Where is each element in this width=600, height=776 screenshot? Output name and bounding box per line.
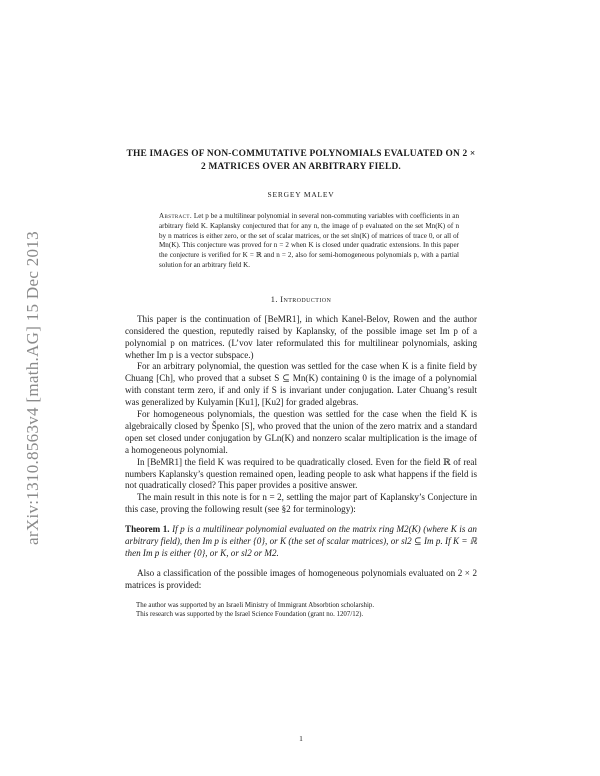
intro-paragraph: For an arbitrary polynomial, the question was settled for the case when K is a finite field by Chuang [Ch], who proved that a subset S ⊆ Mn(K) containing 0 is the image of a polynomial with constant term zero, if and only if S is invariant under conjugation. Later Chuang’s result was generalized by Kulyamin [Ku1], [Ku2] for graded algebras.	[125, 361, 477, 408]
section-heading-introduction: 1. Introduction	[270, 294, 332, 304]
theorem-1	[125, 524, 477, 560]
paper-title: THE IMAGES OF NON-COMMUTATIVE POLYNOMIALS EVALUATED ON 2 × 2 MATRICES OVER AN ARBITRARY FIELD.	[126, 149, 476, 172]
arxiv-identifier-stamp: arXiv:1310.8563v4 [math.AG] 15 Dec 2013	[23, 231, 42, 545]
footnote: The author was supported by an Israeli Ministry of Immigrant Absorbtion scholarship.	[136, 601, 375, 609]
intro-paragraph: In [BeMR1] the field K was required to be quadratically closed. Even for the field ℝ of real numbers Kaplansky’s question remained open, leading people to ask what happens if the field is not quadratically closed? This paper provides a positive answer.	[125, 456, 477, 491]
theorem-text: If p is a multilinear polynomial evaluated on the matrix ring M2(K) (where K is an arbitrary field), then Im p is either {0}, or K (the set of scalar matrices), or sl2 ⊆ Im p. If K = ℝ then Im p is either {0}, or K, or sl2 or M2.	[125, 524, 477, 558]
theorem-label: Theorem 1.	[125, 524, 170, 535]
page-number: 1	[299, 734, 303, 743]
abstract	[159, 212, 459, 271]
abstract-label: Abstract.	[159, 212, 193, 220]
intro-paragraph: The main result in this note is for n = 2, settling the major part of Kaplansky’s Conjecture in this case, proving the following result (see §2 for terminology):	[125, 492, 477, 515]
abstract-text: Let p be a multilinear polynomial in several non-commuting variables with coefficients in an arbitrary field K. Kaplansky conjectured that for any n, the image of p evaluated on the set Mn(K) of n by n matrices is either zero, or the set of scalar matrices, or the set sln(K) of matrices of trace 0, or all of Mn(K). This conjecture was proved for n = 2 when K is closed under quadratic extensions. In this paper the conjecture is verified for K = ℝ and n = 2, also for semi-homogeneous polynomials p, with a partial solution for an arbitrary field K.	[159, 212, 459, 269]
intro-paragraph: This paper is the continuation of [BeMR1], in which Kanel-Belov, Rowen and the author considered the question, reputedly raised by Kaplansky, of the possible image set Im p of a polynomial p on matrices. (L’vov later reformulated this for multilinear polynomials, asking whether Im p is a vector subspace.)	[125, 313, 477, 360]
footnotes	[125, 601, 477, 620]
intro-paragraph: For homogeneous polynomials, the question was settled for the case when the field K is algebraically closed by Špenko [S], who proved that the union of the zero matrix and a standard open set closed under conjugation by GLn(K) and nonzero scalar multiplication is the image of a homogeneous polynomial.	[125, 409, 477, 455]
footnote: This research was supported by the Israel Science Foundation (grant no. 1207/12).	[136, 611, 364, 619]
author-name: SERGEY MALEV	[267, 190, 335, 199]
post-theorem-paragraph: Also a classification of the possible images of homogeneous polynomials evaluated on 2 × 2 matrices is provided:	[125, 567, 477, 590]
paper-page	[125, 0, 477, 743]
